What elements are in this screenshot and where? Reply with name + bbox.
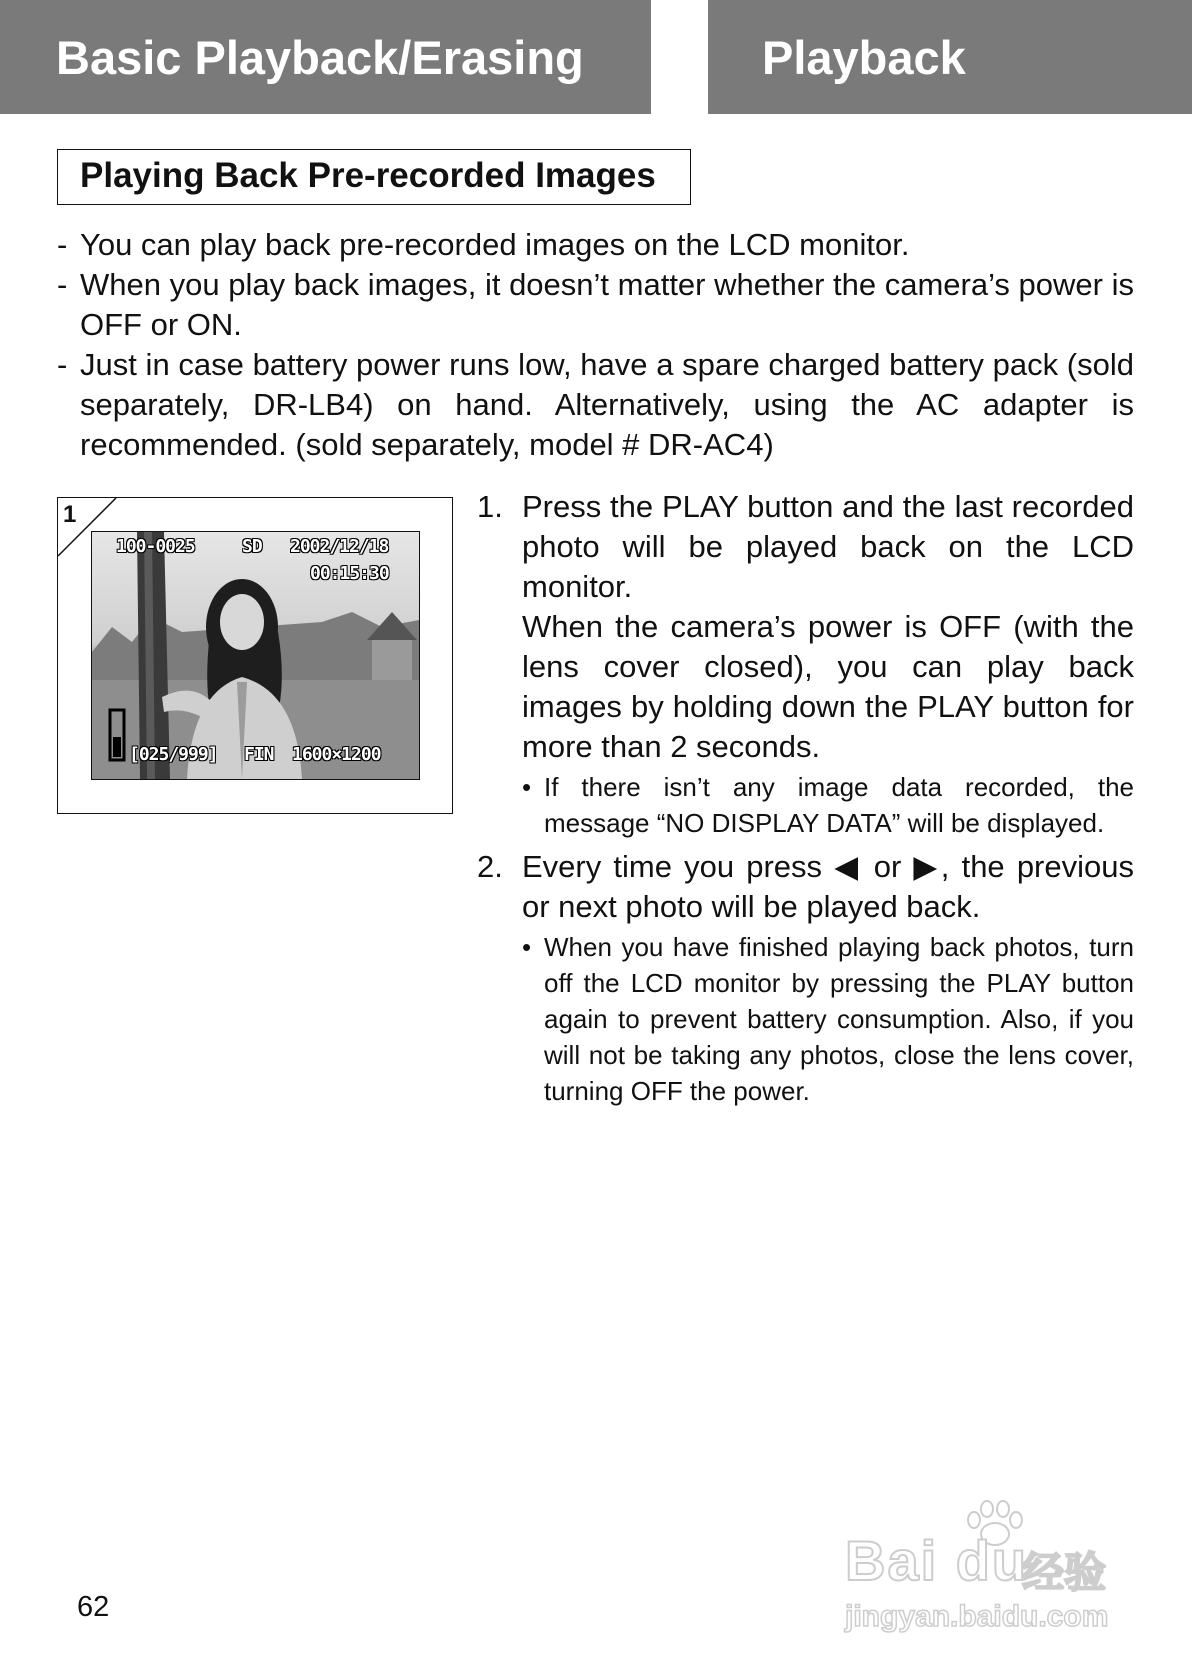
chapter-title: Basic Playback/Erasing	[56, 30, 584, 84]
step-paragraph: Every time you press ◀ or ▶, the previous or next photo will be played back.	[522, 849, 1134, 924]
step-paragraph: When the camera’s power is OFF (with the lens cover closed), you can play back images by holding down the PLAY button for more than 2 seconds.	[522, 609, 1134, 764]
header-bar-left	[0, 0, 651, 114]
step-note: • When you have finished playing back photos, turn off the LCD monitor by pressing the PLAY button again to prevent battery consumption. Also, if you will not be taking any photos, close the lens cover, turning OFF the power.	[522, 929, 1134, 1109]
intro-item: - You can play back pre-recorded images on the LCD monitor.	[57, 225, 1134, 265]
lcd-screen	[91, 531, 420, 780]
watermark-brand: Bai du	[845, 1529, 1029, 1592]
section-title: Playing Back Pre-recorded Images	[57, 149, 691, 205]
figure-box	[57, 497, 453, 814]
watermark-url: jingyan.baidu.com	[845, 1600, 1109, 1633]
intro-list	[57, 225, 1134, 465]
step-number: 1.	[477, 489, 503, 524]
figure-number: 1	[63, 501, 77, 528]
lcd-time: 00:15:30	[310, 563, 389, 584]
header-bar-right	[708, 0, 1192, 114]
step-note: • If there isn’t any image data recorded, the message “NO DISPLAY DATA” will be displayed.	[522, 769, 1134, 841]
intro-item: - Just in case battery power runs low, have a spare charged battery pack (sold separately, DR-LB4) on hand. Alternatively, using the AC adapter is recommended. (sold separately, model # DR-AC4)	[57, 345, 1134, 465]
section-category-title: Playback	[762, 30, 966, 84]
lcd-media: SD	[242, 536, 262, 557]
step-paragraph: Press the PLAY button and the last recorded photo will be played back on the LCD monitor.	[522, 489, 1134, 604]
watermark	[845, 1500, 1125, 1640]
step-item	[477, 487, 1134, 841]
watermark-chinese: 经验	[1022, 1549, 1107, 1596]
lcd-resolution: 1600×1200	[292, 744, 381, 765]
lcd-quality: FIN	[244, 744, 274, 765]
step-number: 2.	[477, 849, 503, 884]
step-item	[477, 847, 1134, 1109]
lcd-frame-counter: [025/999]	[129, 744, 218, 765]
intro-item: - When you play back images, it doesn’t matter whether the camera’s power is OFF or ON.	[57, 265, 1134, 345]
lcd-date: 2002/12/18	[290, 536, 389, 557]
lcd-file-number: 100-0025	[116, 536, 195, 557]
page-number: 62	[77, 1591, 110, 1623]
steps-list	[477, 487, 1134, 1115]
